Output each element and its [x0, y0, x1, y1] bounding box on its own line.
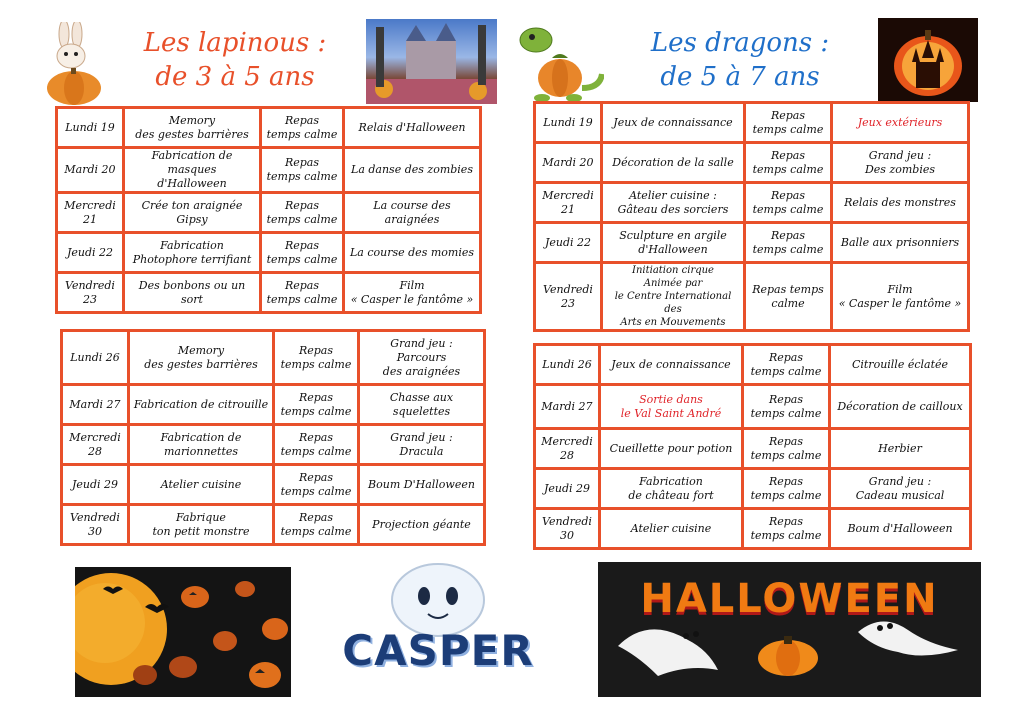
table-row: [58, 274, 479, 311]
schedule-lapinous-week2: [60, 329, 486, 546]
table-cell: Lundi 26: [63, 332, 127, 383]
table-cell: Lundi 19: [58, 109, 122, 146]
table-cell: Fabrique ton petit monstre: [130, 506, 272, 543]
table-cell: Repas temps calme: [744, 346, 828, 383]
table-cell: Repas temps calme: [275, 466, 357, 503]
table-cell: Mardi 27: [536, 386, 598, 427]
table-cell: Repas temps calme: [262, 149, 342, 191]
table-cell: Grand jeu : Cadeau musical: [831, 470, 969, 507]
table-cell: Atelier cuisine : Gâteau des sorciers: [603, 184, 743, 221]
table-cell: Mardi 27: [63, 386, 127, 423]
table-cell: Repas temps calme: [262, 234, 342, 271]
table-cell: Mardi 20: [58, 149, 122, 191]
schedule-dragons-week2: [533, 343, 972, 550]
table-cell: Cueillette pour potion: [601, 430, 741, 467]
table-row: [536, 346, 969, 383]
table-cell: Balle aux prisonniers: [833, 224, 967, 261]
title-dragons: [600, 26, 880, 94]
table-cell: Film « Casper le fantôme »: [345, 274, 479, 311]
table-cell: Mercredi 28: [536, 430, 598, 467]
table-cell: Boum D'Halloween: [360, 466, 483, 503]
table-row: [63, 332, 483, 383]
table-row: [536, 224, 967, 261]
table-cell: Atelier cuisine: [130, 466, 272, 503]
halloween-banner-text: HALLOWEEN: [640, 576, 939, 622]
casper-logo: [328, 560, 548, 684]
dragon-icon: [512, 18, 604, 104]
table-cell: Repas temps calme: [275, 426, 357, 463]
table-cell: Grand jeu : Dracula: [360, 426, 483, 463]
table-cell: Mercredi 21: [536, 184, 600, 221]
table-cell: Jeux de connaissance: [603, 104, 743, 141]
moon-bats-pumpkins-image: [75, 567, 291, 697]
table-row: [536, 144, 967, 181]
table-row: [536, 264, 967, 329]
table-cell: Lundi 26: [536, 346, 598, 383]
table-cell: Fabrication de marionnettes: [130, 426, 272, 463]
table-cell: La danse des zombies: [345, 149, 479, 191]
table-cell: Sortie dans le Val Saint André: [601, 386, 741, 427]
table-row: [536, 104, 967, 141]
halloween-banner-image: [598, 562, 981, 697]
table-cell: Vendredi 30: [63, 506, 127, 543]
pumpkin-castle-photo: [878, 18, 978, 102]
table-row: [63, 466, 483, 503]
table-cell: La course des momies: [345, 234, 479, 271]
table-cell: Fabrication de citrouille: [130, 386, 272, 423]
table-cell: Lundi 19: [536, 104, 600, 141]
table-cell: Repas temps calme: [262, 274, 342, 311]
table-cell: Relais d'Halloween: [345, 109, 479, 146]
table-row: [536, 386, 969, 427]
table-cell: Jeudi 29: [63, 466, 127, 503]
schedule-lapinous-week1: [55, 106, 482, 314]
table-cell: Chasse aux squelettes: [360, 386, 483, 423]
table-cell: Sculpture en argile d'Halloween: [603, 224, 743, 261]
table-cell: Jeux extérieurs: [833, 104, 967, 141]
bunny-icon: [44, 22, 104, 106]
table-cell: Herbier: [831, 430, 969, 467]
table-cell: Des bonbons ou un sort: [125, 274, 259, 311]
schedule-dragons-week1: [533, 101, 970, 332]
table-cell: Relais des monstres: [833, 184, 967, 221]
table-row: [63, 506, 483, 543]
table-cell: Grand jeu : Des zombies: [833, 144, 967, 181]
title-dragons-line2: de 5 à 7 ans: [660, 62, 820, 92]
table-cell: Memory des gestes barrières: [125, 109, 259, 146]
table-cell: Atelier cuisine: [601, 510, 741, 547]
table-cell: Jeudi 22: [536, 224, 600, 261]
table-row: [58, 194, 479, 231]
table-cell: Repas temps calme: [262, 109, 342, 146]
title-dragons-line1: Les dragons :: [650, 28, 830, 58]
table-row: [536, 470, 969, 507]
table-cell: Projection géante: [360, 506, 483, 543]
table-cell: Repas temps calme: [744, 470, 828, 507]
table-cell: Repas temps calme: [275, 332, 357, 383]
table-cell: Jeux de connaissance: [601, 346, 741, 383]
table-cell: Jeudi 29: [536, 470, 598, 507]
table-cell: Initiation cirque Animée par le Centre International des Arts en Mouvements: [603, 264, 743, 329]
table-cell: Repas temps calme: [262, 194, 342, 231]
table-cell: Grand jeu : Parcours des araignées: [360, 332, 483, 383]
table-cell: Repas temps calme: [746, 264, 830, 329]
title-lapinous-line2: de 3 à 5 ans: [155, 62, 315, 92]
table-row: [58, 109, 479, 146]
table-cell: Citrouille éclatée: [831, 346, 969, 383]
table-row: [58, 149, 479, 191]
table-cell: Memory des gestes barrières: [130, 332, 272, 383]
table-cell: Repas temps calme: [275, 386, 357, 423]
table-cell: Mercredi 21: [58, 194, 122, 231]
table-cell: Repas temps calme: [744, 386, 828, 427]
table-cell: Fabrication de masques d'Halloween: [125, 149, 259, 191]
table-cell: Fabrication de château fort: [601, 470, 741, 507]
table-cell: Repas temps calme: [746, 184, 830, 221]
table-cell: Repas temps calme: [746, 104, 830, 141]
table-cell: Mercredi 28: [63, 426, 127, 463]
table-row: [63, 426, 483, 463]
table-row: [536, 184, 967, 221]
table-row: [536, 430, 969, 467]
table-cell: Décoration de cailloux: [831, 386, 969, 427]
table-cell: Vendredi 30: [536, 510, 598, 547]
table-cell: Repas temps calme: [746, 144, 830, 181]
table-cell: Repas temps calme: [744, 430, 828, 467]
title-lapinous: [100, 26, 370, 94]
table-cell: Vendredi 23: [58, 274, 122, 311]
haunted-castle-photo: [366, 19, 497, 104]
table-cell: Vendredi 23: [536, 264, 600, 329]
table-row: [536, 510, 969, 547]
casper-logo-text: CASPER: [342, 626, 534, 675]
table-cell: Jeudi 22: [58, 234, 122, 271]
table-cell: Repas temps calme: [746, 224, 830, 261]
table-cell: Crée ton araignée Gipsy: [125, 194, 259, 231]
table-row: [63, 386, 483, 423]
table-cell: Repas temps calme: [744, 510, 828, 547]
table-row: [58, 234, 479, 271]
table-cell: Mardi 20: [536, 144, 600, 181]
table-cell: Boum d'Halloween: [831, 510, 969, 547]
table-cell: Repas temps calme: [275, 506, 357, 543]
table-cell: La course des araignées: [345, 194, 479, 231]
title-lapinous-line1: Les lapinous :: [143, 28, 327, 58]
table-cell: Décoration de la salle: [603, 144, 743, 181]
table-cell: Fabrication Photophore terrifiant: [125, 234, 259, 271]
table-cell: Film « Casper le fantôme »: [833, 264, 967, 329]
